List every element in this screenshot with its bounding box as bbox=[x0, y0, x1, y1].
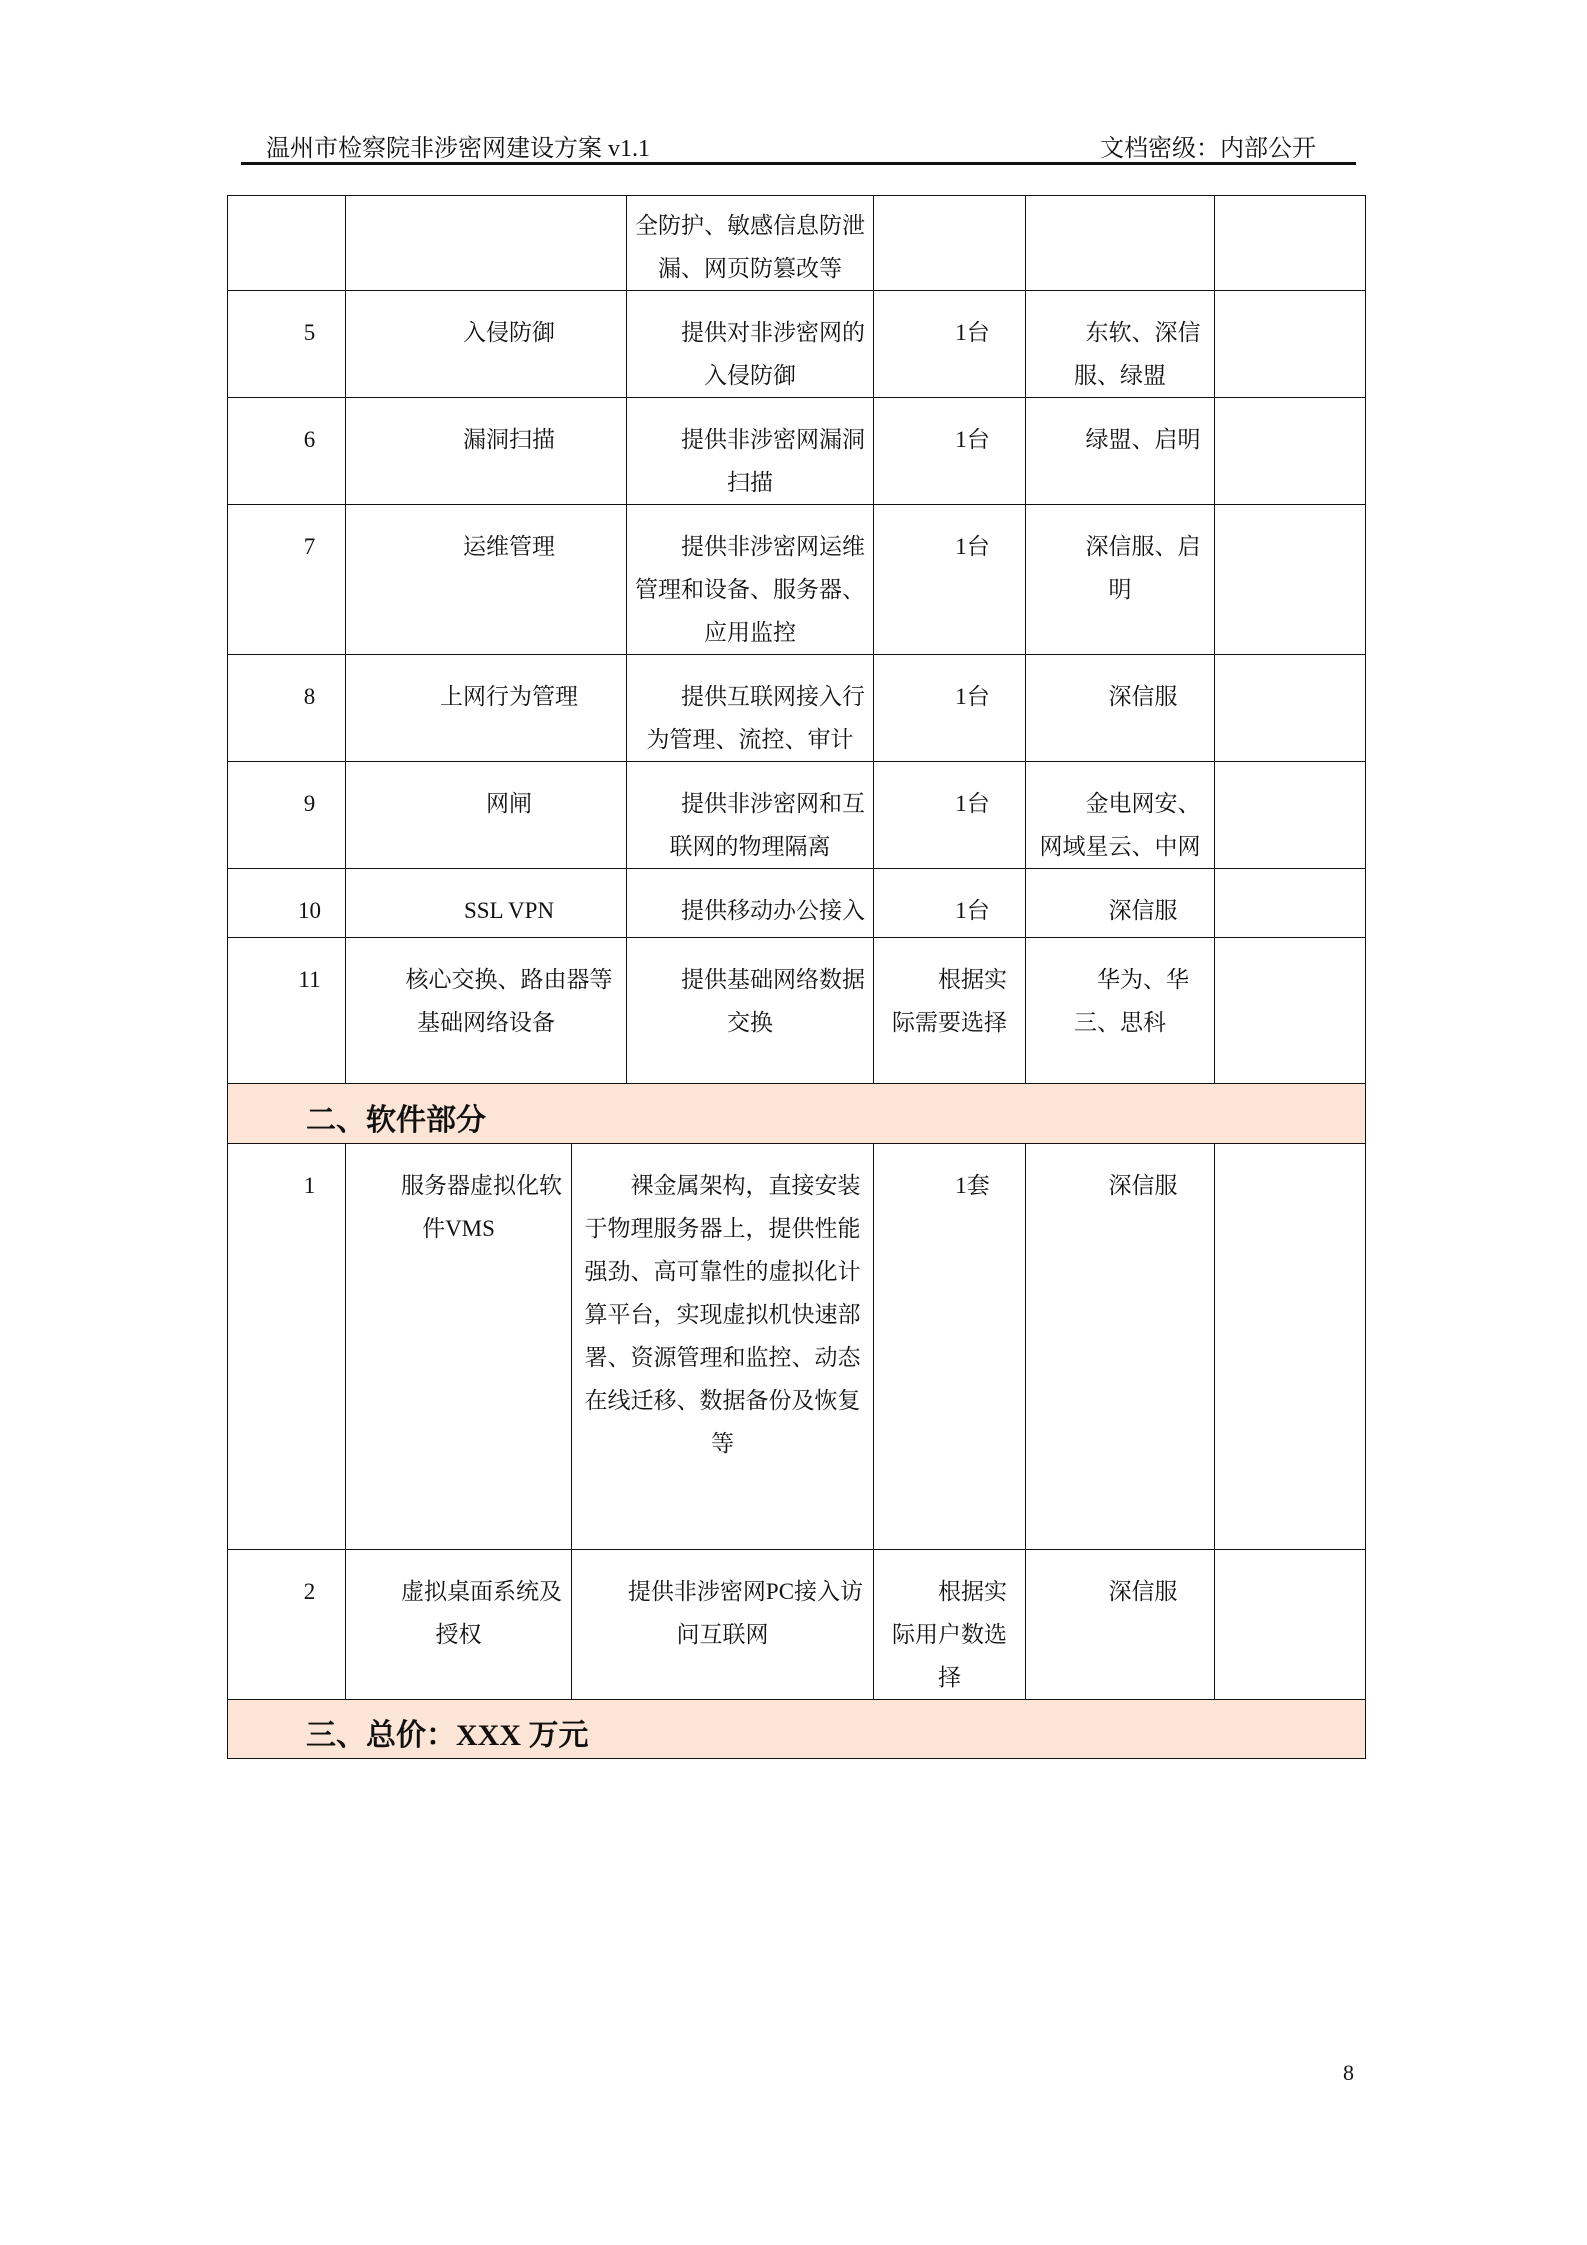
table-row bbox=[228, 1550, 1366, 1700]
table-row bbox=[228, 196, 1366, 291]
cell-note bbox=[1215, 762, 1366, 869]
cell-desc: 提供互联网接入行为管理、流控、审计 bbox=[627, 655, 874, 762]
cell-desc: 提供非涉密网和互联网的物理隔离 bbox=[627, 762, 874, 869]
table-row bbox=[228, 398, 1366, 505]
cell-qty: 1套 bbox=[874, 1144, 1026, 1550]
cell-desc: 提供对非涉密网的入侵防御 bbox=[627, 291, 874, 398]
cell-note bbox=[1215, 655, 1366, 762]
cell-vendor: 深信服 bbox=[1026, 1144, 1215, 1550]
cell-vendor: 深信服 bbox=[1026, 1550, 1215, 1700]
cell-no: 6 bbox=[228, 398, 346, 505]
page-header bbox=[241, 126, 1356, 165]
cell-qty: 1台 bbox=[874, 505, 1026, 655]
table-row bbox=[228, 762, 1366, 869]
cell-no: 7 bbox=[228, 505, 346, 655]
cell-vendor: 深信服 bbox=[1026, 655, 1215, 762]
cell-name: 入侵防御 bbox=[346, 291, 627, 398]
section-title: 二、软件部分 bbox=[228, 1084, 1366, 1144]
cell-note bbox=[1215, 398, 1366, 505]
cell-vendor bbox=[1026, 196, 1215, 291]
cell-qty: 根据实际用户数选择 bbox=[874, 1550, 1026, 1700]
cell-no: 2 bbox=[228, 1550, 346, 1700]
cell-desc: 提供基础网络数据交换 bbox=[627, 938, 874, 1084]
cell-name: 漏洞扫描 bbox=[346, 398, 627, 505]
cell-note bbox=[1215, 1144, 1366, 1550]
cell-no bbox=[228, 196, 346, 291]
cell-desc: 提供非涉密网PC接入访问互联网 bbox=[572, 1550, 874, 1700]
cell-qty bbox=[874, 196, 1026, 291]
cell-no: 8 bbox=[228, 655, 346, 762]
cell-name: SSL VPN bbox=[346, 869, 627, 938]
cell-name: 运维管理 bbox=[346, 505, 627, 655]
cell-vendor: 深信服、启明 bbox=[1026, 505, 1215, 655]
cell-no: 10 bbox=[228, 869, 346, 938]
cell-name: 虚拟桌面系统及授权 bbox=[346, 1550, 572, 1700]
cell-note bbox=[1215, 196, 1366, 291]
equipment-table bbox=[227, 195, 1366, 1759]
cell-vendor: 东软、深信服、绿盟 bbox=[1026, 291, 1215, 398]
page-number: 8 bbox=[1343, 2060, 1354, 2085]
table-row bbox=[228, 291, 1366, 398]
cell-name: 服务器虚拟化软件VMS bbox=[346, 1144, 572, 1550]
cell-note bbox=[1215, 291, 1366, 398]
cell-vendor: 绿盟、启明 bbox=[1026, 398, 1215, 505]
cell-vendor: 华为、华三、思科 bbox=[1026, 938, 1215, 1084]
classification-label: 文档密级：内部公开 bbox=[1100, 136, 1316, 162]
cell-no: 1 bbox=[228, 1144, 346, 1550]
cell-vendor: 金电网安、网域星云、中网 bbox=[1026, 762, 1215, 869]
cell-no: 9 bbox=[228, 762, 346, 869]
table-row bbox=[228, 869, 1366, 938]
cell-desc: 全防护、敏感信息防泄漏、网页防篡改等 bbox=[627, 196, 874, 291]
section-row-total bbox=[228, 1700, 1366, 1759]
cell-note bbox=[1215, 505, 1366, 655]
cell-name: 上网行为管理 bbox=[346, 655, 627, 762]
section-row-software bbox=[228, 1084, 1366, 1144]
total-price: 三、总价：XXX 万元 bbox=[228, 1700, 1366, 1759]
table-row bbox=[228, 505, 1366, 655]
document-title: 温州市检察院非涉密网建设方案 v1.1 bbox=[266, 136, 650, 162]
cell-desc: 提供移动办公接入 bbox=[627, 869, 874, 938]
cell-desc: 提供非涉密网漏洞扫描 bbox=[627, 398, 874, 505]
cell-name: 网闸 bbox=[346, 762, 627, 869]
cell-desc: 裸金属架构，直接安装于物理服务器上，提供性能强劲、高可靠性的虚拟化计算平台，实现虚拟机快速部署、资源管理和监控、动态在线迁移、数据备份及恢复等 bbox=[572, 1144, 874, 1550]
table-row bbox=[228, 1144, 1366, 1550]
cell-name: 核心交换、路由器等基础网络设备 bbox=[346, 938, 627, 1084]
cell-qty: 1台 bbox=[874, 762, 1026, 869]
cell-qty: 根据实际需要选择 bbox=[874, 938, 1026, 1084]
cell-qty: 1台 bbox=[874, 291, 1026, 398]
cell-note bbox=[1215, 869, 1366, 938]
cell-name bbox=[346, 196, 627, 291]
cell-vendor: 深信服 bbox=[1026, 869, 1215, 938]
cell-qty: 1台 bbox=[874, 869, 1026, 938]
table-row bbox=[228, 938, 1366, 1084]
cell-qty: 1台 bbox=[874, 398, 1026, 505]
cell-note bbox=[1215, 1550, 1366, 1700]
cell-desc: 提供非涉密网运维管理和设备、服务器、应用监控 bbox=[627, 505, 874, 655]
cell-note bbox=[1215, 938, 1366, 1084]
cell-no: 5 bbox=[228, 291, 346, 398]
cell-no: 11 bbox=[228, 938, 346, 1084]
table-row bbox=[228, 655, 1366, 762]
cell-qty: 1台 bbox=[874, 655, 1026, 762]
